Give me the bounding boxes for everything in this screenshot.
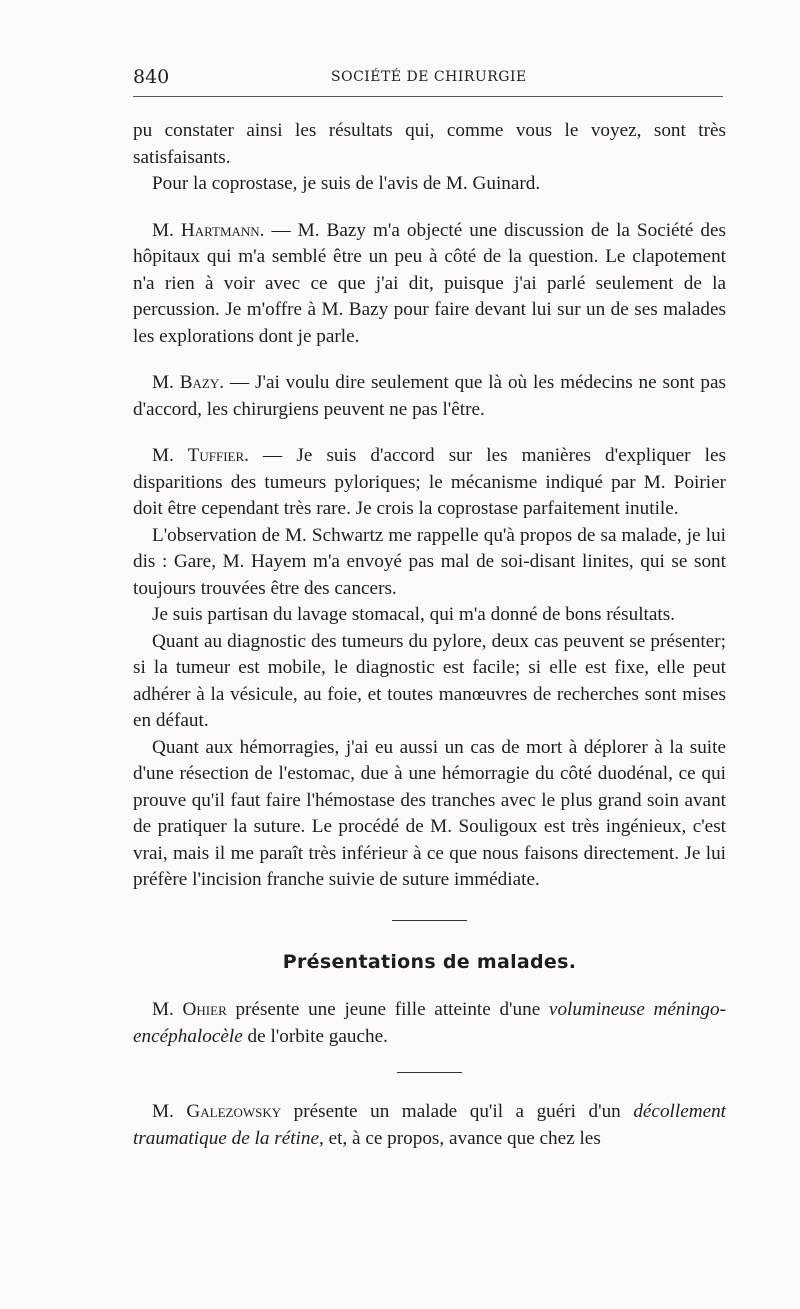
italic-term: volumineuse méningo-encéphalocèle <box>133 999 726 1047</box>
speech-text: — Je suis d'accord sur les manières d'expliquer les disparitions des tumeurs pyloriques; le mécanisme indiqué par M. Poirier doit être cependant très rare. Je crois la coprostase parfaitement inutile. <box>133 445 726 519</box>
paragraph: Quant aux hémorragies, j'ai eu aussi un cas de mort à déplorer à la suite d'une résection de l'estomac, due à une hémorragie du côté duodénal, ce qui prouve qu'il faut faire l'hémostase des tranches avec le plus grand soin avant de pratiquer la suture. Le procédé de M. Souligoux est très ingénieux, c'est vrai, mais il me paraît très inférieur à ce que nous faisons directement. Je lui préfère l'incision franche suivie de suture immédiate. <box>133 736 726 890</box>
italic-term: décollement traumatique de la rétine <box>133 1101 727 1149</box>
speaker-name: M. Ohier <box>152 999 227 1020</box>
section-title: Présentations de malades. <box>282 950 577 973</box>
running-title: SOCIÉTÉ DE CHIRURGIE <box>331 69 527 85</box>
page-header <box>133 66 723 97</box>
paragraph: Je suis partisan du lavage stomacal, qui m'a donné de bons résultats. <box>152 604 675 625</box>
speech-text: présente une jeune fille atteinte d'une <box>226 999 549 1020</box>
speaker-name: M. Bazy. <box>152 372 225 393</box>
speech-text: présente un malade qu'il a guéri d'un <box>281 1101 634 1122</box>
speech-text: de l'orbite gauche. <box>242 1025 388 1047</box>
paragraph-hartmann <box>133 218 726 351</box>
speaker-name: M. Galezowsky <box>152 1101 282 1122</box>
paragraph-galezowsky <box>133 1099 726 1152</box>
page-number: 840 <box>133 66 170 88</box>
paragraph-ohier <box>133 997 726 1050</box>
speaker-name: M. Tuffier. <box>152 445 249 466</box>
paragraph: Quant au diagnostic des tumeurs du pylore, deux cas peuvent se présenter; si la tumeur est mobile, le diagnostic est facile; si elle est fixe, elle peut adhérer à la vésicule, au foie, et toutes manœuvres de recherches sont mises en défaut. <box>133 630 726 731</box>
body-text <box>133 118 726 1152</box>
paragraph: Pour la coprostase, je suis de l'avis de M. Guinard. <box>152 173 541 194</box>
speech-text: — M. Bazy m'a objecté une discussion de la Société des hôpitaux qui m'a semblé être un peu à côté de la question. Le clapotement n'a rien à voir avec ce que j'ai dit, puisque j'ai parlé seulement de la percussion. Je m'offre à M. Bazy pour faire devant lui sur un de ses malades les explorations dont je parle. <box>133 219 726 347</box>
paragraph: L'observation de M. Schwartz me rappelle qu'à propos de sa malade, je lui dis : Gare, M. Hayem m'a envoyé pas mal de soi-disant linites, qui se sont toujours trouvées être des cancers. <box>133 524 726 599</box>
section-divider <box>397 1072 462 1073</box>
speaker-name: M. Hartmann. <box>152 219 265 241</box>
paragraph-bazy <box>133 370 726 423</box>
speech-text: , et, à ce propos, avance que chez les <box>318 1127 601 1149</box>
paragraph: pu constater ainsi les résultats qui, comme vous le voyez, sont très satisfaisants. <box>133 120 726 168</box>
section-divider <box>392 920 467 921</box>
speech-text: — J'ai voulu dire seulement que là où les médecins ne sont pas d'accord, les chirurgiens peuvent ne pas l'être. <box>133 372 726 420</box>
paragraph-tuffier <box>133 443 726 523</box>
